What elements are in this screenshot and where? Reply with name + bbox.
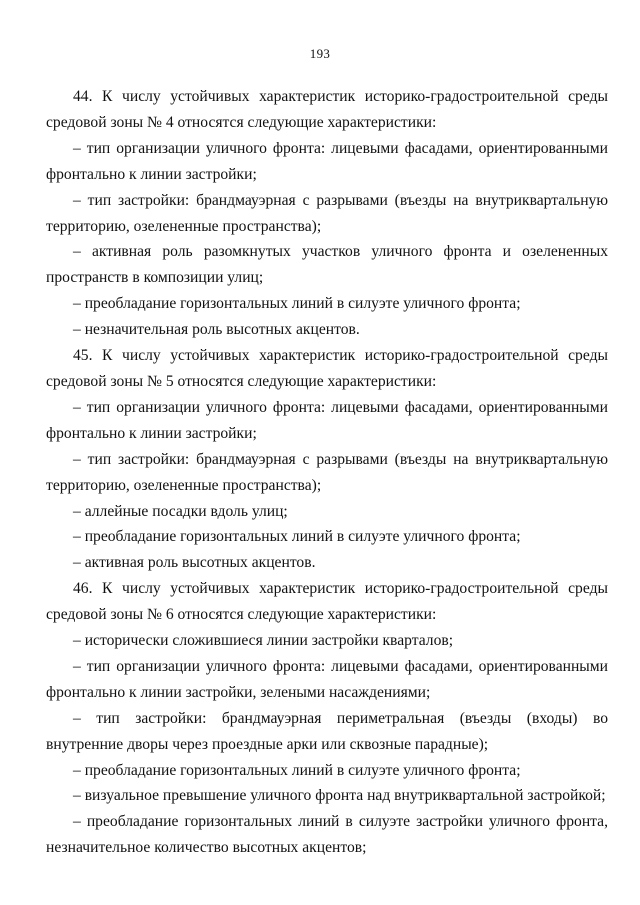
list-item: – незначительная роль высотных акцентов. (73, 321, 360, 339)
list-item: – преобладание горизонтальных линий в силуэте уличного фронта; (73, 528, 521, 546)
paragraph-44: 44. К числу устойчивых характеристик историко-градостроительной среды средовой зоны № 4 относятся следующие характеристики: (46, 88, 608, 131)
list-item: – тип застройки: брандмауэрная с разрывами (въезды на внутриквартальную территорию, озелененные пространства); (46, 191, 608, 235)
paragraph-46: 46. К числу устойчивых характеристик историко-градостроительной среды средовой зоны № 6 относятся следующие характеристики: (46, 580, 608, 624)
page-number: 193 (309, 46, 331, 61)
document-body (46, 84, 608, 861)
list-item: – преобладание горизонтальных линий в силуэте уличного фронта; (73, 761, 521, 779)
list-item: – преобладание горизонтальных линий в силуэте застройки уличного фронта, незначительное количество высотных акцентов; (46, 813, 608, 857)
list-item: – аллейные посадки вдоль улиц; (73, 502, 288, 520)
list-item: – тип организации уличного фронта: лицевыми фасадами, ориентированными фронтально к линии застройки; (46, 139, 608, 183)
list-item: – тип организации уличного фронта: лицевыми фасадами, ориентированными фронтально к линии застройки, зелеными насаждениями; (46, 657, 608, 701)
list-item: – исторически сложившиеся линии застройки кварталов; (73, 632, 454, 650)
list-item: – тип организации уличного фронта: лицевыми фасадами, ориентированными фронтально к линии застройки; (46, 398, 608, 442)
list-item: – тип застройки: брандмауэрная с разрывами (въезды на внутриквартальную территорию, озелененные пространства); (46, 450, 608, 494)
list-item: – визуальное превышение уличного фронта над внутриквартальной застройкой; (73, 787, 606, 805)
paragraph-45: 45. К числу устойчивых характеристик историко-градостроительной среды средовой зоны № 5 относятся следующие характеристики: (46, 347, 608, 390)
list-item: – преобладание горизонтальных линий в силуэте уличного фронта; (73, 295, 521, 313)
list-item: – активная роль разомкнутых участков уличного фронта и озелененных пространств в композиции улиц; (46, 243, 608, 287)
list-item: – активная роль высотных акцентов. (73, 554, 316, 572)
list-item: – тип застройки: брандмауэрная периметральная (въезды (входы) во внутренние дворы через проездные арки или сквозные парадные); (46, 709, 608, 753)
